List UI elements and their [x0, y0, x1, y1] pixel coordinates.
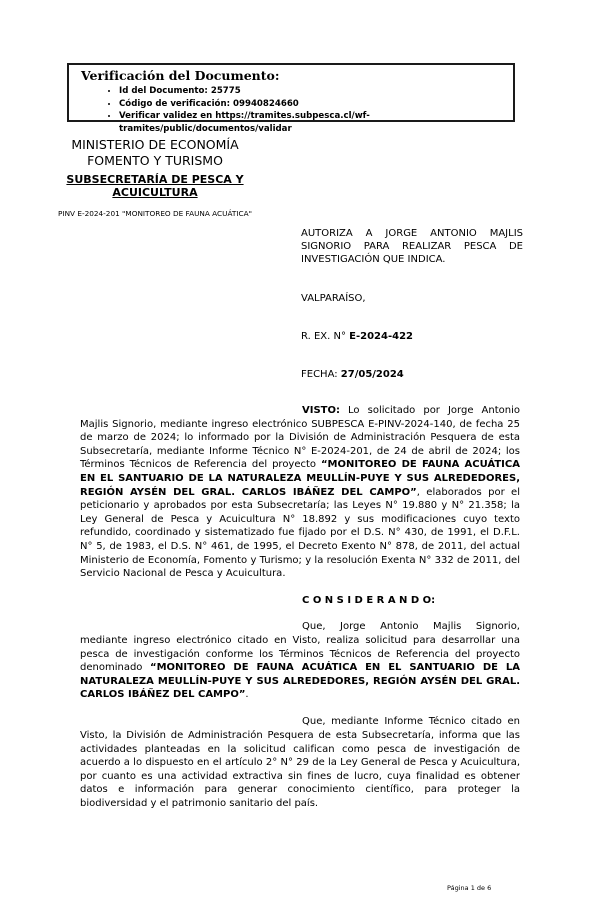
resolution-number-label: R. EX. N°	[301, 331, 346, 342]
verification-box	[67, 63, 515, 134]
project-reference: PINV E-2024-201 "MONITOREO DE FAUNA ACUÁTICA"	[58, 209, 252, 218]
resolution-subject: AUTORIZA A JORGE ANTONIO MAJLIS SIGNORIO PARA REALIZAR PESCA DE INVESTIGACIÓN QUE INDICA.	[301, 228, 523, 265]
ministry-name	[15, 137, 295, 168]
letterhead	[15, 137, 295, 219]
resolution-date	[301, 369, 404, 380]
city-line: VALPARAÍSO,	[301, 293, 366, 304]
verification-code: • Código de verificación: 09940824660	[119, 98, 507, 111]
visto-paragraph: VISTO: Lo solicitado por Jorge Antonio Majlis Signorio, mediante ingreso electrónico SUBPESCA E-PINV-2024-140, de fecha 25 de marzo de 2024; lo informado por la División de Administración Pesquera de esta Subsecretaría, mediante Informe Técnico N° E-2024-201, de 24 de abril de 2024; los Términos Técnicos de Referencia del proyecto “MONITOREO DE FAUNA ACUÁTICA EN EL SANTUARIO DE LA NATURALEZA MEULLÍN-PUYE Y SUS ALREDEDORES, REGIÓN AYSÉN DEL GRAL. CARLOS IBÁÑEZ DEL CAMPO”, elaborados por el peticionario y aprobados por esta Subsecretaría; las Leyes N° 19.880 y N° 21.358; la Ley General de Pesca y Acuicultura N° 18.892 y sus modificaciones cuyo texto refundido, coordinado y sistematizado fue fijado por el D.S. N° 430, de 1991, el D.F.L. N° 5, de 1983, el D.S. N° 461, de 1995, el Decreto Exento N° 878, de 2011, del actual Ministerio de Economía, Fomento y Turismo; y la resolución Exenta N° 332 de 2011, del Servicio Nacional de Pesca y Acuicultura.	[80, 405, 520, 580]
ministry-line-2: FOMENTO Y TURISMO	[87, 152, 223, 168]
verification-doc-id: • Id del Documento: 25775	[119, 85, 507, 98]
resolution-number	[301, 331, 413, 342]
ministry-line-1: MINISTERIO DE ECONOMÍA	[71, 137, 239, 152]
subsecretaria-name: SUBSECRETARÍA DE PESCA Y ACUICULTURA	[66, 173, 244, 199]
considerando-paragraph-2: Que, mediante Informe Técnico citado en Visto, la División de Administración Pesquera de esta Subsecretaría, informa que las actividades planteadas en la solicitud califican como pesca de investigación de acuerdo a lo dispuesto en el artículo 2° N° 29 de la Ley General de Pesca y Acuicultura, por cuanto es una actividad extractiva sin fines de lucro, cuya finalidad es obtener datos e información para generar conocimiento científico, para proteger la biodiversidad y el patrimonio sanitario del país.	[80, 716, 520, 810]
verification-list	[119, 85, 507, 135]
resolution-date-value: 27/05/2024	[340, 369, 404, 380]
resolution-date-label: FECHA:	[301, 369, 338, 380]
page-number: Página 1 de 6	[447, 884, 492, 892]
resolution-number-value: E-2024-422	[349, 331, 413, 342]
verification-title: Verificación del Documento:	[81, 68, 280, 83]
document-body	[80, 404, 520, 811]
considerando-heading: C O N S I D E R A N D O:	[302, 594, 436, 606]
considerando-paragraph-1: Que, Jorge Antonio Majlis Signorio, mediante ingreso electrónico citado en Visto, realiza solicitud para desarrollar una pesca de investigación conforme los Términos Técnicos de Referencia del proyecto denominado “MONITOREO DE FAUNA ACUÁTICA EN EL SANTUARIO DE LA NATURALEZA MEULLÍN-PUYE Y SUS ALREDEDORES, REGIÓN AYSÉN DEL GRAL. CARLOS IBÁÑEZ DEL CAMPO”.	[80, 621, 520, 701]
verification-url: • Verificar validez en https://tramites.subpesca.cl/wf-tramites/public/documentos/validar	[119, 110, 507, 135]
